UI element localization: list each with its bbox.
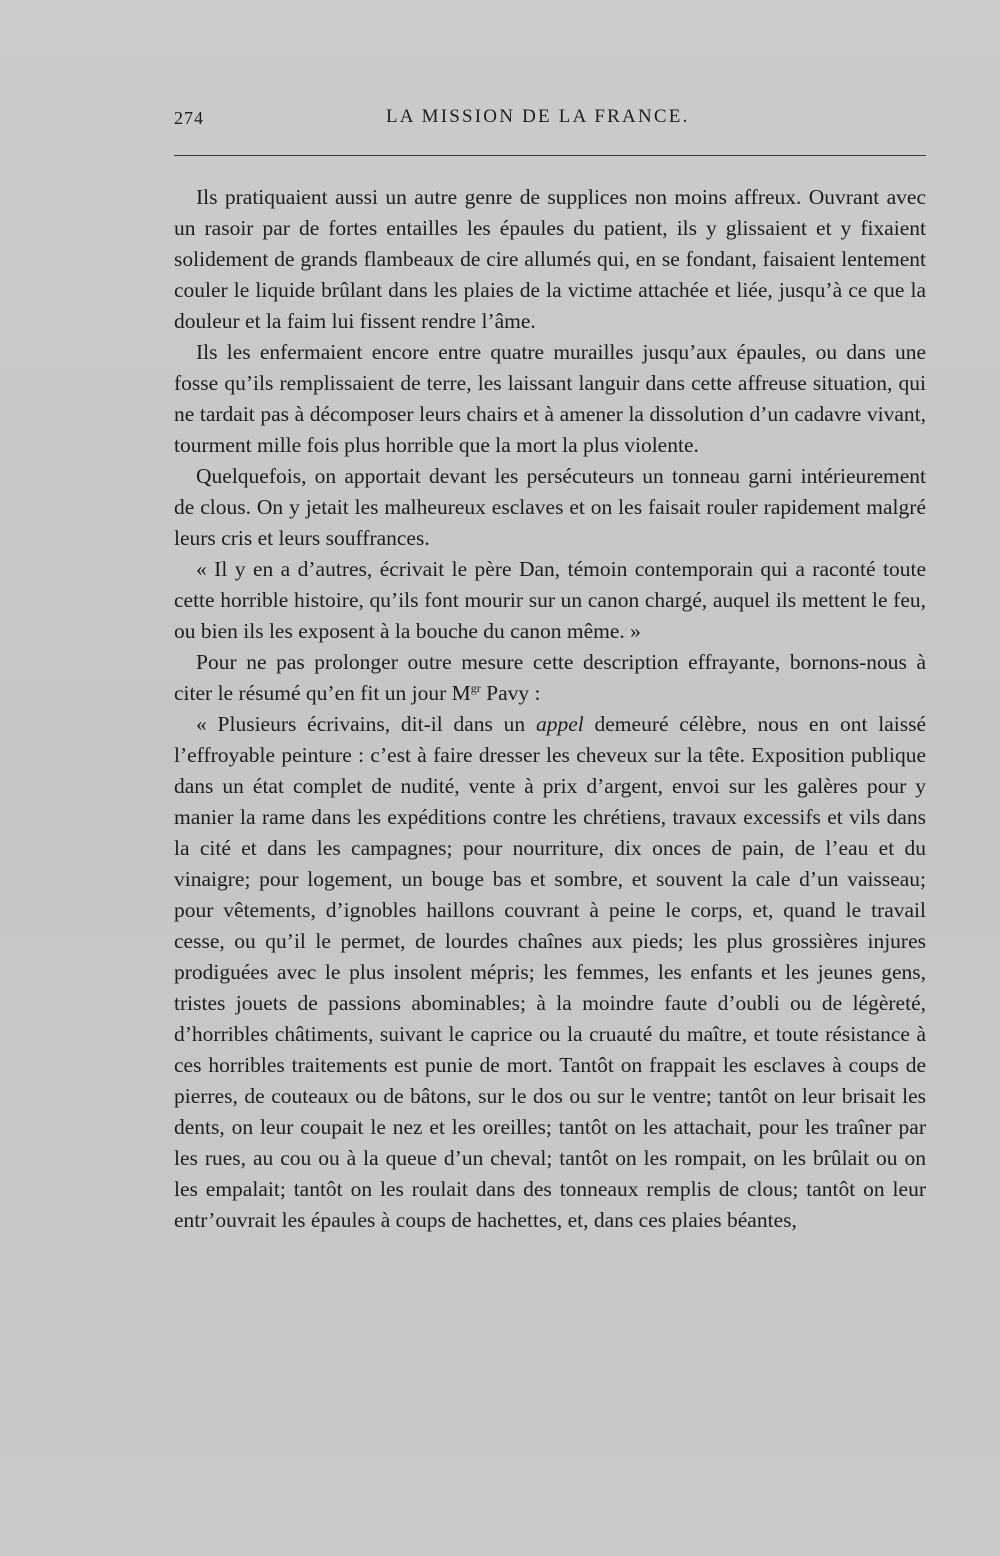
running-head	[174, 106, 926, 136]
paragraph	[174, 709, 926, 1236]
header-rule	[174, 155, 926, 156]
paragraph: Ils pratiquaient aussi un autre genre de supplices non moins affreux. Ouvrant avec un rasoir par de fortes entailles les épaules du patient, ils y glissaient et y fixaient solidement de grands flambeaux de cire allumés qui, en se fondant, faisaient lentement couler le liquide brûlant dans les plaies de la victime attachée et liée, jusqu’à ce que la douleur et la faim lui fissent rendre l’âme.	[174, 185, 926, 333]
body-text	[174, 182, 926, 1236]
paragraph-text: Pavy :	[480, 681, 541, 705]
paragraph-text: demeuré célèbre, nous en ont laissé l’effroyable peinture : c’est à faire dresser les cheveux sur la tête. Exposition publique dans un état complet de nudité, vente à prix d’argent, envoi sur les galères pour y manier la rame dans les expéditions contre les chrétiens, travaux excessifs et vils dans la cité et dans les campagnes; pour nourriture, dix onces de pain, de l’eau et du vinaigre; pour logement, un bouge bas et sombre, et souvent la cale d’un vaisseau; pour vêtements, d’ignobles haillons couvrant à peine le corps, et, quand le travail cesse, ou qu’il le permet, de lourdes chaînes aux pieds; les plus grossières injures prodiguées avec le plus insolent mépris; les femmes, les enfants et les jeunes gens, tristes jouets de passions abominables; à la moindre faute d’oubli ou de légèreté, d’horribles châtiments, suivant le caprice ou la cruauté du maître, et toute résistance à ces horribles traitements est punie de mort. Tantôt on frappait les esclaves à coups de pierres, de couteaux ou de bâtons, sur le dos ou sur le ventre; tantôt on leur brisait les dents, on leur coupait le nez et les oreilles; tantôt on les attachait, pour les traîner par les rues, au cou ou à la queue d’un cheval; tantôt on les rompait, on les brûlait ou on les empalait; tantôt on les roulait dans des tonneaux remplis de clous; tantôt on leur entr’ouvrait les épaules à coups de hachettes, et, dans ces plaies béantes,	[174, 712, 926, 1232]
paragraph	[174, 647, 926, 709]
superscript-abbrev: gr	[470, 680, 481, 695]
italic-word: appel	[535, 712, 584, 736]
paragraph: « Il y en a d’autres, écrivait le père Dan, témoin contemporain qui a raconté toute cette horrible histoire, qu’ils font mourir sur un canon chargé, auquel ils mettent le feu, ou bien ils les exposent à la bouche du canon même. »	[174, 557, 926, 643]
paragraph-text: Pour ne pas prolonger outre mesure cette description effrayante, bornons-nous à citer le résumé qu’en fit un jour M	[174, 650, 926, 705]
running-title: LA MISSION DE LA FRANCE.	[386, 106, 690, 127]
paragraph: Ils les enfermaient encore entre quatre murailles jusqu’aux épaules, ou dans une fosse qu’ils remplissaient de terre, les laissant languir dans cette affreuse situation, qui ne tardait pas à décomposer leurs chairs et à amener la dissolution d’un cadavre vivant, tourment mille fois plus horrible que la mort la plus violente.	[174, 340, 926, 457]
page-number: 274	[174, 108, 204, 128]
paragraph-text: « Plusieurs écrivains, dit-il dans un	[196, 712, 536, 736]
paragraph: Quelquefois, on apportait devant les persécuteurs un tonneau garni intérieurement de clous. On y jetait les malheureux esclaves et on les faisait rouler rapidement malgré leurs cris et leurs souffrances.	[174, 464, 926, 550]
